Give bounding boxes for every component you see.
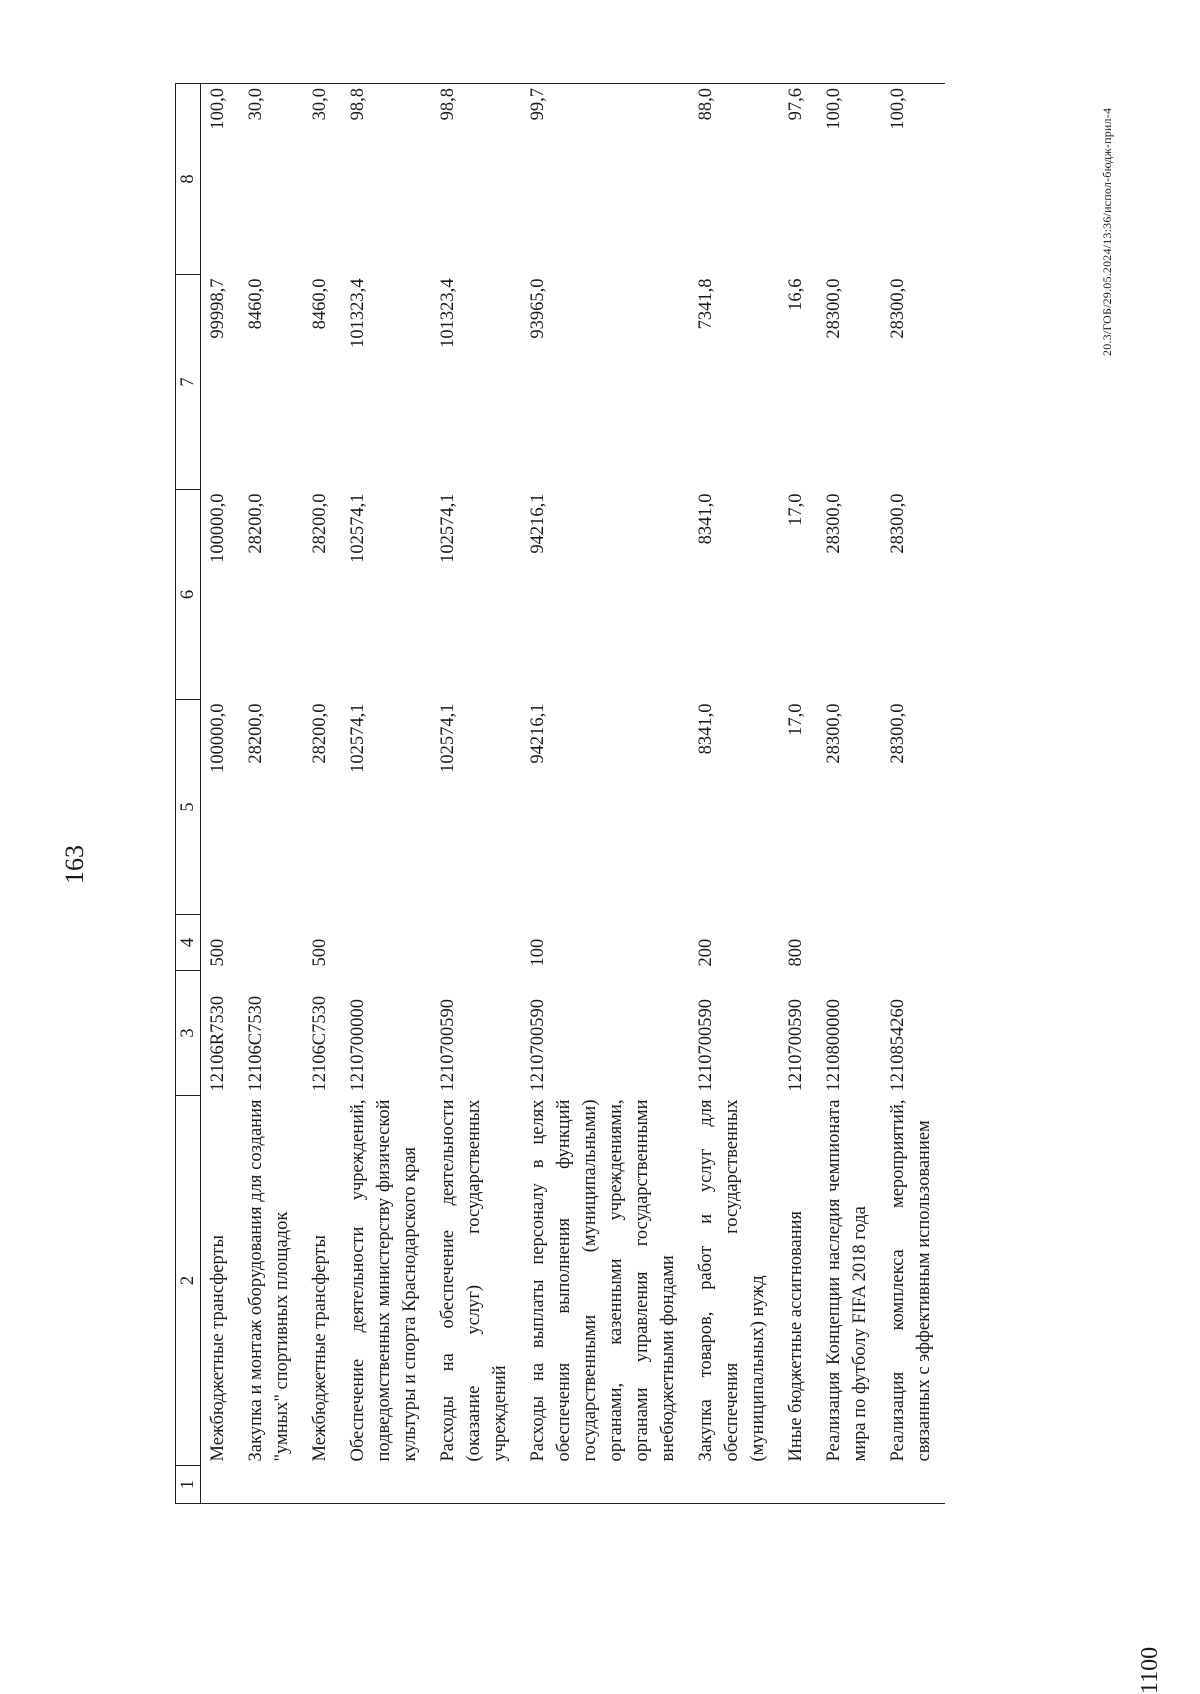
row-vr: 200 (696, 938, 716, 967)
row-col6: 100000,0 (208, 493, 228, 563)
row-col8: 99,7 (521, 84, 689, 275)
row-col5: 28300,0 (824, 703, 844, 764)
row-name: Реализация комплекса мероприятий, связанных с эффективным использованием (888, 1099, 934, 1462)
row-vr (239, 915, 303, 971)
row-col8: 97,6 (779, 84, 817, 275)
row-col5: 28200,0 (246, 703, 266, 764)
row-name: Расходы на обеспечение деятельности (оказание услуг) государственных учреждений (438, 1099, 510, 1462)
row-vr (817, 915, 881, 971)
row-col7: 8460,0 (246, 278, 266, 330)
row-col7: 93965,0 (528, 278, 548, 339)
row-col6: 28200,0 (310, 493, 330, 554)
table-row (689, 84, 779, 1504)
table-row (303, 84, 341, 1504)
row-name: Реализация Концепции наследия чемпионата мира по футболу FIFA 2018 года (824, 1099, 870, 1462)
row-vr (881, 915, 945, 971)
row-col8: 88,0 (689, 84, 779, 275)
row-col8: 98,8 (431, 84, 521, 275)
row-col6: 17,0 (786, 493, 806, 526)
row-code: 12106C7530 (310, 995, 330, 1092)
row-code: 12106C7530 (246, 995, 266, 1092)
row-col5: 94216,1 (528, 703, 548, 764)
row-col7: 7341,8 (696, 278, 716, 330)
row-vr: 500 (310, 938, 330, 967)
row-col7: 16,6 (786, 278, 806, 311)
row-col7: 101323,4 (438, 278, 458, 348)
budget-table (175, 83, 945, 1504)
header-cell: 4 (176, 915, 201, 971)
row-name: Расходы на выплаты персоналу в целях обеспечения выполнения функций государственными (муниципальными) органами, казенными учреждениями, органами управления государственными внебюджетными фондами (528, 1099, 678, 1462)
table-row (881, 84, 945, 1504)
row-code: 1210854260 (888, 999, 908, 1092)
row-col6: 102574,1 (438, 493, 458, 563)
row-col8: 30,0 (239, 84, 303, 275)
row-col6: 102574,1 (348, 493, 368, 563)
row-col5: 100000,0 (208, 703, 228, 773)
table-row (521, 84, 689, 1504)
row-col7: 28300,0 (888, 278, 908, 339)
page-number: 163 (60, 845, 89, 884)
row-col5: 102574,1 (438, 703, 458, 773)
header-cell: 3 (176, 971, 201, 1096)
sheet-number: 1100 (1137, 1646, 1163, 1694)
row-name: Закупка и монтаж оборудования для создания "умных" спортивных площадок (246, 1099, 292, 1462)
header-cell: 2 (176, 1096, 201, 1466)
header-cell: 1 (176, 1466, 201, 1504)
row-vr: 500 (208, 938, 228, 967)
row-col8: 100,0 (817, 84, 881, 275)
table-row (817, 84, 881, 1504)
row-vr: 800 (786, 938, 806, 967)
row-col8: 100,0 (201, 84, 240, 275)
row-code: 1210700000 (348, 999, 368, 1092)
row-col6: 8341,0 (696, 493, 716, 545)
row-vr: 100 (528, 938, 548, 967)
row-col7: 28300,0 (824, 278, 844, 339)
row-col8: 30,0 (303, 84, 341, 275)
row-col8: 100,0 (881, 84, 945, 275)
row-name: Закупка товаров, работ и услуг для обеспечения государственных (муниципальных) нужд (696, 1099, 768, 1462)
row-col7: 99998,7 (208, 278, 228, 339)
row-name: Межбюджетные трансферты (310, 1235, 330, 1462)
header-cell: 5 (176, 700, 201, 915)
table-row (779, 84, 817, 1504)
header-row (176, 84, 201, 1504)
row-code: 1210700590 (696, 999, 716, 1092)
row-name: Обеспечение деятельности учреждений, подведомственных министерству физической культуры и спорта Краснодарского края (348, 1099, 420, 1462)
table-row (201, 84, 240, 1504)
row-code: 12106R7530 (208, 995, 228, 1092)
row-col6: 28300,0 (888, 493, 908, 554)
row-code: 1210700590 (528, 999, 548, 1092)
row-col6: 28300,0 (824, 493, 844, 554)
row-col8: 98,8 (341, 84, 431, 275)
table-row (239, 84, 303, 1504)
footer-note: 20.3/ГОБ/29.05.2024/13:36/испол-бюдж-прил-4 (1100, 107, 1114, 356)
row-col5: 28300,0 (888, 703, 908, 764)
header-cell: 8 (176, 84, 201, 275)
row-col7: 8460,0 (310, 278, 330, 330)
row-col5: 102574,1 (348, 703, 368, 773)
row-col6: 94216,1 (528, 493, 548, 554)
row-vr (431, 915, 521, 971)
row-code: 1210700590 (786, 999, 806, 1092)
row-code: 1210700590 (438, 999, 458, 1092)
row-col5: 8341,0 (696, 703, 716, 755)
table-row (431, 84, 521, 1504)
header-cell: 6 (176, 490, 201, 700)
row-col6: 28200,0 (246, 493, 266, 554)
row-col5: 17,0 (786, 703, 806, 736)
row-col5: 28200,0 (310, 703, 330, 764)
row-name: Межбюджетные трансферты (208, 1235, 228, 1462)
row-col7: 101323,4 (348, 278, 368, 348)
row-name: Иные бюджетные ассигнования (786, 1210, 806, 1462)
table-row (341, 84, 431, 1504)
row-code: 1210800000 (824, 999, 844, 1092)
header-cell: 7 (176, 275, 201, 490)
row-vr (341, 915, 431, 971)
